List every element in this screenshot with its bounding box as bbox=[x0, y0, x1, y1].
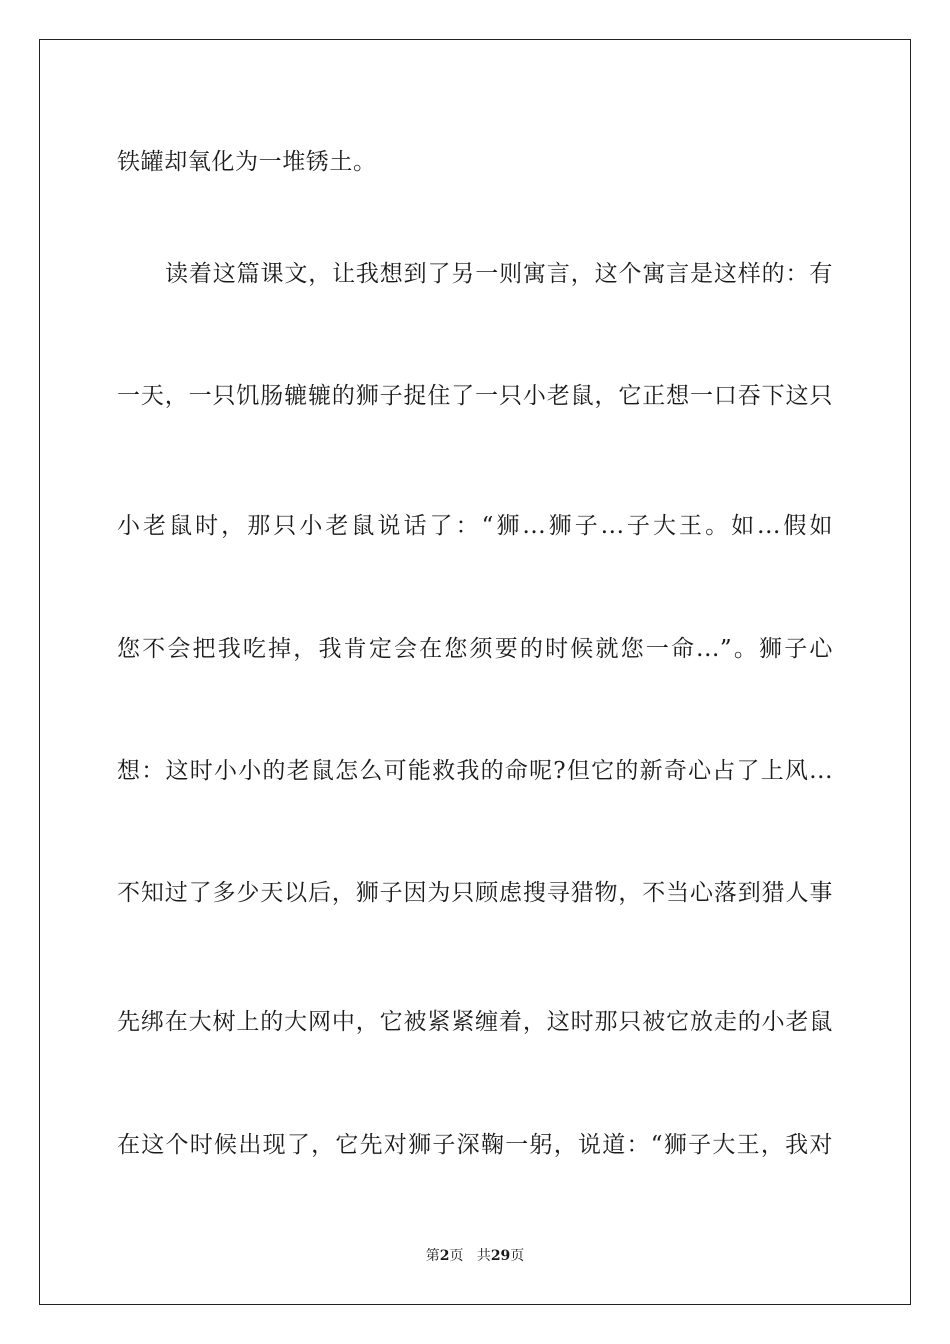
page-footer bbox=[0, 1247, 950, 1265]
page-number: 2 bbox=[439, 1248, 450, 1264]
text-line-7: 不知过了多少天以后，狮子因为只顾虑搜寻猎物，不当心落到猎人事 bbox=[117, 880, 833, 906]
total-prefix: 共 bbox=[476, 1248, 491, 1264]
total-pages: 29 bbox=[490, 1248, 511, 1264]
text-line-5: 您不会把我吃掉，我肯定会在您须要的时候就您一命...”。狮子心 bbox=[117, 636, 833, 662]
text-line-2: 读着这篇课文，让我想到了另一则寓言，这个寓言是这样的：有 bbox=[165, 261, 833, 287]
text-line-3: 一天，一只饥肠辘辘的狮子捉住了一只小老鼠，它正想一口吞下这只 bbox=[117, 383, 833, 409]
text-line-1: 铁罐却氧化为一堆锈土。 bbox=[117, 149, 377, 175]
text-line-8: 先绑在大树上的大网中，它被紧紧缠着，这时那只被它放走的小老鼠 bbox=[117, 1009, 833, 1035]
text-line-4: 小老鼠时，那只小老鼠说话了：“狮...狮子...子大王。如...假如 bbox=[117, 513, 833, 539]
total-suffix: 页 bbox=[510, 1248, 525, 1264]
text-line-9: 在这个时候出现了，它先对狮子深鞠一躬，说道：“狮子大王，我对 bbox=[117, 1132, 833, 1158]
page-suffix: 页 bbox=[449, 1248, 464, 1264]
page-prefix: 第 bbox=[425, 1248, 440, 1264]
text-line-6: 想：这时小小的老鼠怎么可能救我的命呢?但它的新奇心占了上风... bbox=[117, 758, 833, 784]
page-border bbox=[39, 39, 911, 1305]
